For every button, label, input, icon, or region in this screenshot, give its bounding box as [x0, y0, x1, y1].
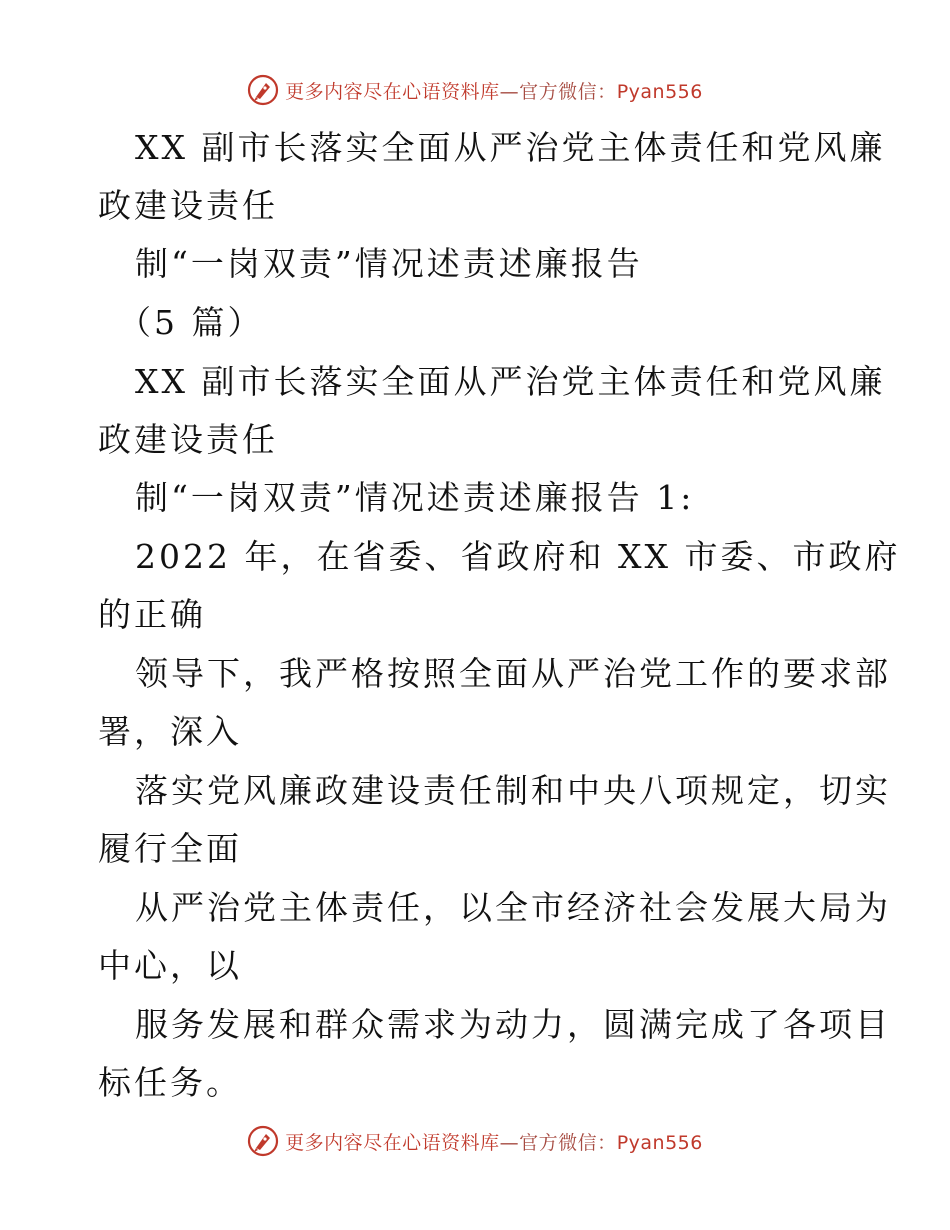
doc-line: 政建设责任 — [98, 186, 278, 225]
banner-main-text: 更多内容尽在心语资料库 — [285, 1131, 500, 1154]
doc-line: 制“一岗双责”情况述责述廉报告 — [135, 244, 643, 283]
banner-wechat-label: 官方微信： — [519, 80, 617, 103]
doc-line: （5 篇） — [118, 303, 264, 342]
banner-main-text: 更多内容尽在心语资料库 — [285, 80, 500, 103]
doc-line: 履行全面 — [98, 829, 242, 868]
doc-line: 署，深入 — [98, 712, 242, 751]
doc-line: 标任务。 — [98, 1063, 242, 1102]
doc-line: 中心，以 — [98, 946, 242, 985]
doc-line: 政建设责任 — [98, 420, 278, 459]
banner-wechat-label: 官方微信： — [519, 1131, 617, 1154]
pen-nib-logo-icon — [247, 1125, 279, 1157]
footer-banner — [0, 1121, 950, 1161]
doc-line: 2022 年，在省委、省政府和 XX 市委、市政府 — [135, 537, 901, 576]
banner-text — [285, 1128, 703, 1155]
doc-line: XX 副市长落实全面从严治党主体责任和党风廉 — [135, 362, 886, 401]
doc-line: 落实党风廉政建设责任制和中央八项规定，切实 — [135, 771, 891, 810]
doc-line: 领导下，我严格按照全面从严治党工作的要求部 — [135, 654, 891, 693]
doc-line: 制“一岗双责”情况述责述廉报告 1: — [135, 478, 695, 517]
banner-text — [285, 77, 703, 104]
banner-separator: — — [499, 1131, 520, 1154]
doc-line: 的正确 — [98, 595, 206, 634]
doc-line: XX 副市长落实全面从严治党主体责任和党风廉 — [135, 128, 886, 167]
banner-wechat-id: Pyan556 — [616, 80, 703, 103]
pen-nib-logo-icon — [247, 74, 279, 106]
doc-line: 从严治党主体责任，以全市经济社会发展大局为 — [135, 888, 891, 927]
doc-line: 服务发展和群众需求为动力，圆满完成了各项目 — [135, 1005, 891, 1044]
header-banner — [0, 70, 950, 110]
banner-wechat-id: Pyan556 — [616, 1131, 703, 1154]
banner-separator: — — [499, 80, 520, 103]
